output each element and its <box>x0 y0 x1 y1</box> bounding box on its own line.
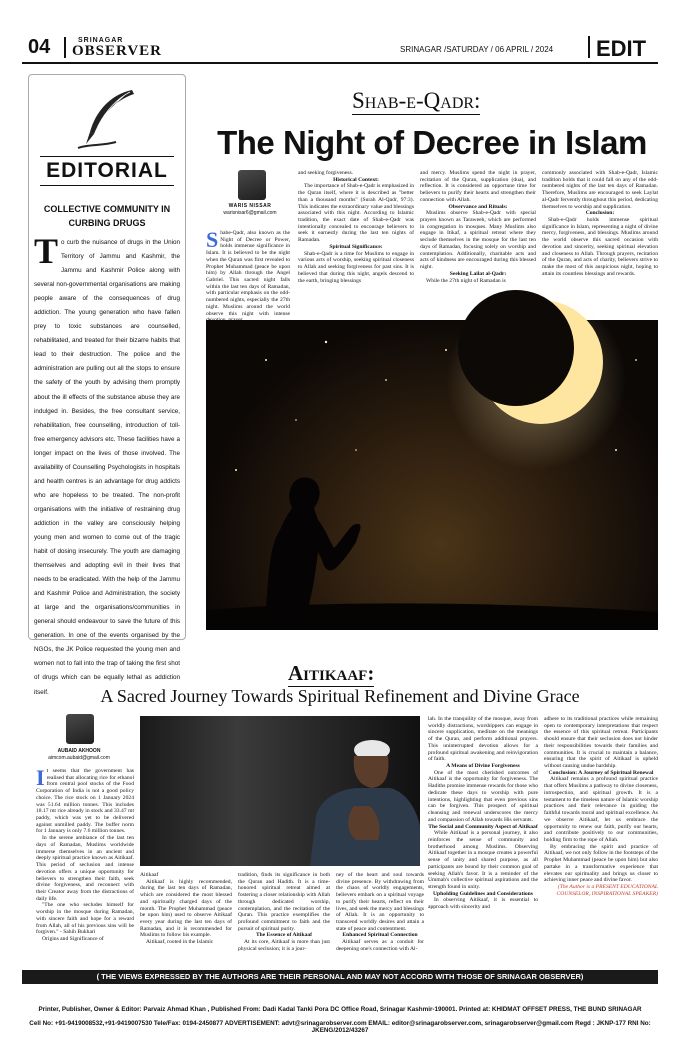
article2-text: ney of the heart and soul towards divine presence. By withdrawing from the chaos of worldly engagements, believers embark on a spiritual voyage to purify their hearts, reflect on their lives, and seek the mercy and blessings of Allah. It is an opportunity to transcend worldly desires and attain a state of peace and contentment. <box>336 872 424 932</box>
subheading: Enhanced Spiritual Connection <box>342 932 418 939</box>
subheading: A Means of Divine Forgiveness <box>446 763 520 770</box>
masthead-divider <box>64 37 66 58</box>
article2-author: AUBAID AKHOON <box>57 748 101 754</box>
article1-kicker: Shab-e-Qadr: <box>352 88 481 113</box>
article1-column-2 <box>298 170 414 318</box>
drop-cap: S <box>206 227 219 252</box>
article1-title: The Night of Decree in Islam <box>217 124 647 161</box>
article1-text: The importance of Shab-e-Qadr is emphasized in the Quran itself, where it is described as "better than a thousand months" (Surah Al-Qadr, 97:3). This indicates the extraordinary value and blessings associated with this night. According to Islamic tradition, the exact date of Shab-e-Qadr was intentionally concealed to encourage believers to seek it earnestly during the last ten nights of Ramadan. <box>298 183 414 244</box>
article1-text: Muslims observe Shab-e-Qadr with special prayers known as Taraweeh, which are performed in congregation in mosques. Many Muslims also engage in Itikaf, a spiritual retreat where they seclude themselves in the mosque for the last ten days of Ramadan, focusing solely on worship and contemplation. Additionally, charitable acts and acts of kindness are encouraged during this blessed night. <box>420 210 536 271</box>
praying-under-crescent-photo <box>206 320 658 630</box>
dateline: SRINAGAR /SATURDAY / 06 APRIL / 2024 <box>400 45 554 54</box>
article1-text: Shab-e-Qadr is a time for Muslims to engage in various acts of worship, seeking spiritual closeness to Allah and seeking forgiveness for past sins. It is believed that during this night, angels descend to the earth, bringing blessings <box>298 250 414 284</box>
editorial-text: o curb the nuisance of drugs in the Union Territory of Jammu and Kashmir, the Jammu and Kashmir Police along with several non-governmental organisations are making people aware of the consequences of drug addiction. The young generation who have fallen prey to toxic substances are counselled, rehabilitated, and treated for their bizarre habits that lead to their destruction. The police and the administration are pulling out all the stops to ensure the safety of the youth by advising them promptly about the ill effects of the substance abuse they are indulged in. Besides, the free consultant service, rehabilitation, free counselling, introduction of toll-free emergency advisors etc. These facilities have a longer impact on the lives of those involved. The availability of Counselling Psychologists in hospitals and health centres is an advantage for drug addicts who are hopeless to be treated. The non-profit organisations with the initiative of restraining drug addiction in the valley are consciously helping young men and women to come out of the tragic habit of dosing insecurely. The youth are damaging themselves and adopting evil in their lives that needs to be eradicated. With the help of the Jammu and Kashmir Police and Administration, the society at large and the organisations/communities in general should endeavour to save the future of this generation. In one of the events organised by the NGOs, the JK Police requested the young men and women not to fall into the trap of taking the first shot of drugs which can be equally lethal as addiction itself. <box>34 239 180 696</box>
subheading: Observance and Rituals: <box>448 203 508 210</box>
page-number: 04 <box>28 36 51 58</box>
article2-column-3 <box>238 872 330 968</box>
article1-author: WARIS NISSAR <box>228 203 272 209</box>
subheading: Spiritual Significance: <box>329 243 383 250</box>
subheading: The Social and Community Aspect of Aitikaaf <box>428 823 538 830</box>
article2-text: In the serene ambiance of the last ten days of Ramadan, Muslims worldwide immerse themselves in an ancient and deeply spiritual practice known as Aitikaaf. This period of seclusion and intense devotion offers a unique opportunity for believers to strengthen their faith, seek divine forgiveness, and reconnect with their Creator away from the distractions of daily life. <box>36 835 134 902</box>
article2-text: While Aitikaaf is a personal journey, it also reinforces the sense of community and brotherhood among Muslims. Observing Aitikaaf together in a mosque creates a powerful sense of unity and shared purpose, as all participants are bound by their common goal of seeking Allah's favor. It is a reminder of the Ummah's collective spiritual aspirations and the strength found in unity. <box>428 830 538 890</box>
masthead-name: OBSERVER <box>72 43 162 59</box>
article2-text: Aitikaaf is highly recommended, during the last ten days of Ramadan, which are considered the most blessed and spiritually charged days of the month. The Prophet Muhammad (peace be upon him) used to observe Aitikaaf every year during the last ten days of Ramadan, and it is recommended for Muslims to follow his example. <box>140 878 232 939</box>
article1-text: and mercy. Muslims spend the night in prayer, recitation of the Quran, supplication (dua), and reflection. It is considered an opportune time for believers to purify their hearts and strengthen their connection with Allah. <box>420 170 536 203</box>
article2-quote: "The one who secludes himself for worship in the mosque during Ramadan, with sincere faith and hope for a reward from Allah, all of his previous sins will be forgiven." - Sahih Bukhari <box>36 902 134 936</box>
article2-text: tradition, finds its significance in both the Quran and Hadith. It is a time-honored spiritual retreat aimed at fostering a closer relationship with Allah through dedicated worship, contemplation, and the recitation of the Quran. This practice exemplifies the profound commitment to faith and the pursuit of spiritual purity. <box>238 872 330 932</box>
author-note: (The Author is a PRESENT EDUCATIONAL COUNSELOR, INSPIRATIONAL SPEAKER) <box>556 883 658 897</box>
article2-column-6 <box>544 716 658 968</box>
article2-text: lah. In the tranquility of the mosque, away from worldly distractions, worshippers can engage in sincere supplication, meditate on the meanings of the Quran, and perform additional prayers. This uninterrupted devotion allows for a profound spiritual awakening and reinvigoration of faith. <box>428 716 538 763</box>
masthead-city: SRINAGAR <box>78 37 124 44</box>
article2-text: At its core, Aitikaaf is more than just physical seclusion; it is a jour- <box>238 939 330 952</box>
imprint-line-2: Cell No: +91-9419008532,+91-9419007530 Tele/Fax: 0194-2450877 ADVERTISEMENT: advt@srinagarobserver.com EMAIL: editor@srinagarobserver.com, srinagarobserver@gmail.com Regd : JKNP-177 RNI No: JKENG/2012/43267 <box>29 1020 651 1034</box>
drop-cap: I <box>36 765 45 790</box>
article2-text: Aitikaaf, rooted in the Islamic <box>146 939 214 946</box>
imprint-line-1: Printer, Publisher, Owner & Editor: Parvaiz Ahmad Khan , Published From: Dadi Kadal Tanki Pora DC Office Road, Srinagar Kashmir-190001. Printed at: KHIDMAT OFFSET PRESS, THE BUND SRINAGAR <box>38 1006 642 1013</box>
editorial-body <box>34 231 180 700</box>
article1-text: While the 27th night of Ramadan is <box>426 277 506 284</box>
article2-title: A Sacred Journey Towards Spiritual Refinement and Divine Grace <box>100 686 580 706</box>
article1-text: and seeking forgiveness. <box>298 170 354 176</box>
article2-column-5 <box>428 716 538 968</box>
section-label: EDIT <box>596 36 647 61</box>
author-avatar <box>238 170 266 200</box>
article1-text: commonly associated with Shab-e-Qadr, Islamic tradition holds that it could fall on any of the odd-numbered nights of the last ten days of Ramadan. Therefore, Muslims are encouraged to seek Laylat al-Qadr fervently throughout this period, dedicating themselves to worship and supplication. <box>542 170 658 210</box>
author-avatar <box>66 714 94 744</box>
article1-column-1 <box>206 227 290 318</box>
article2-text: One of the most cherished outcomes of Aitikaaf is the opportunity for forgiveness. The Hadiths promise immense rewards for those who dedicate these days to worship with pure intentions, highlighting that even previous sins can be forgiven. This prospect of spiritual cleansing and renewal underscores the mercy and compassion of Allah towards His servants. <box>428 769 538 823</box>
article2-text: Aitikaaf serves as a conduit for deepening one's connection with Al- <box>336 939 424 952</box>
subheading: Conclusion: <box>585 210 615 217</box>
article2-column-4 <box>336 872 424 968</box>
article2-email: aimcom.aubaid@gmail.com <box>48 755 110 761</box>
drop-cap: T <box>34 231 59 271</box>
article2-text: Aitikaaf remains a profound spiritual practice that offers Muslims a pathway to divine closeness, introspection, and spiritual growth. It is a testament to the timeless nature of Islamic worship practices and their relevance in guiding the faithful towards moral and spiritual excellence. As we observe Aitikaaf, let us embrace the opportunity to renew our faith, purify our hearts, and contribute positively to our communities, holding firm to the rope of Allah. <box>544 776 658 843</box>
article2-text: Origins and Significance of <box>42 935 104 942</box>
subheading: The Essence of Aitikaaf <box>255 932 313 939</box>
subheading: Seeking Lailat al-Qadr: <box>449 270 507 277</box>
article1-text: Shab-e-Qadr holds immense spiritual significance in Islam, representing a night of divine mercy, forgiveness, and blessings. Muslims around the world observe this sacred occasion with devotion and sincerity, seeking spiritual elevation and closeness to Allah. Through prayers, recitation of the Quran, and acts of charity, believers strive to make the most of this auspicious night, hoping to attain its countless blessings and rewards. <box>542 217 658 277</box>
subheading: Conclusion: A Journey of Spiritual Renewal <box>548 769 654 776</box>
article2-text: By embracing the spirit and practice of Aitikaaf, we not only follow in the footsteps of the Prophet Muhammad (peace be upon him) but also partake in a transformative experience that elevates our spirituality and brings us closer to achieving inner peace and divine favor. <box>544 843 658 884</box>
quill-pen-icon <box>72 88 142 154</box>
subheading: Historical Context: <box>333 176 379 183</box>
article2-text: In observing Aitikaaf, it is essential to approach with sincerity and <box>428 897 538 911</box>
article1-email: warisnisar6@gmail.com <box>223 210 277 216</box>
article2-kicker: Aitikaaf: <box>288 661 375 685</box>
article2-text: adhere to its traditional practices while remaining open to contemporary interpretations that respect the essence of this spiritual retreat. Participants should ensure that their seclusion does not hinder their responsibilities towards their families and communities. It is crucial to maintain a balance, ensuring that the spirit of Aitikaaf is upheld without causing undue hardship. <box>544 716 658 770</box>
article2-text: Aitikaaf <box>140 872 159 878</box>
editorial-label: EDITORIAL <box>40 156 174 186</box>
man-praying-photo <box>140 716 420 866</box>
article2-column-1 <box>36 765 134 968</box>
disclaimer-bar: ( THE VIEWS EXPRESSED BY THE AUTHORS ARE THEIR PERSONAL AND MAY NOT ACCORD WITH THOSE OF SRINAGAR OBSERVER) <box>22 970 658 984</box>
article2-text: t seems that the government has realised that allocating rice for ethanol from central pool stocks of the Food Corporation of India is not a good policy choice. The rice stock on 1 January 2024 was 51.64 million tonnes. This includes 18.17 mt rice already in stock and 33.47 mt paddy, which was yet to be delivered against unmilled paddy. The buffer norm for 1 January is only 7.6 million tonnes. <box>36 768 134 835</box>
article1-text: habe-Qadr, also known as the Night of Decree or Power, holds immense significance in Islam. It is believed to be the night when the Quran was first revealed to Prophet Muhammad (peace be upon him) by Allah through the Angel Gabriel. This sacred night falls within the last ten days of Ramadan, with particular emphasis on the odd-numbered nights, especially the 27th night. Muslims around the world observe this night with intense <box>206 230 290 317</box>
editorial-headline: COLLECTIVE COMMUNITY IN CURBING DRUGS <box>43 204 171 228</box>
section-divider <box>588 36 590 58</box>
article2-column-2 <box>140 872 232 968</box>
header-rule <box>22 62 658 64</box>
subheading: Upholding Guidelines and Considerations <box>433 890 533 897</box>
